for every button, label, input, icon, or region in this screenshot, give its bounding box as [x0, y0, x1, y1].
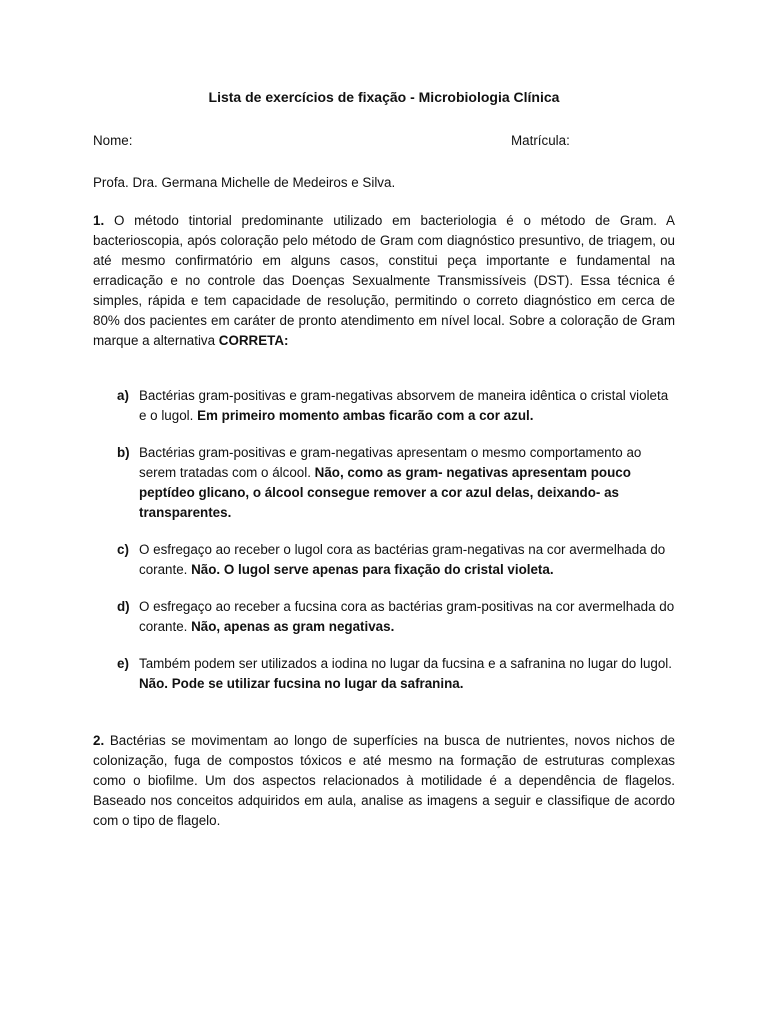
- option-text: Bactérias gram-positivas e gram-negativas absorvem de maneira idêntica o cristal violeta e o lugol.: [139, 388, 669, 423]
- option-answer: Não, apenas as gram negativas.: [191, 619, 395, 634]
- professor-name: Profa. Dra. Germana Michelle de Medeiros e Silva.: [93, 175, 396, 190]
- option-text: O esfregaço ao receber a fucsina cora as bactérias gram-positivas na cor avermelhada do corante.: [139, 599, 675, 634]
- option-letter: e): [117, 656, 129, 671]
- option-body: [139, 540, 679, 580]
- question-2-text: Bactérias se movimentam ao longo de superfícies na busca de nutrientes, novos nichos de colonização, fuga de compostos tóxicos e até mesmo na formação de estruturas complexas como o biofilme. Um dos aspectos relacionados à motilidade é a dependência de flagelos. Baseado nos conceitos adquiridos em aula, analise as imagens a seguir e classifique de acordo com o tipo de flagelo.: [93, 733, 675, 828]
- document-title: Lista de exercícios de fixação - Microbiologia Clínica: [208, 89, 560, 105]
- option-text: Bactérias gram-positivas e gram-negativas apresentam o mesmo comportamento ao serem tratadas com o álcool.: [139, 445, 642, 480]
- option-body: [139, 597, 679, 637]
- option-answer: Não. O lugol serve apenas para fixação do cristal violeta.: [191, 562, 554, 577]
- option-answer: Em primeiro momento ambas ficarão com a cor azul.: [197, 408, 534, 423]
- question-1: [93, 211, 675, 351]
- question-1-text: O método tintorial predominante utilizado em bacteriologia é o método de Gram. A bacterioscopia, após coloração pelo método de Gram com diagnóstico presuntivo, de triagem, ou até mesmo confirmatório em alguns casos, constitui peça importante e fundamental na erradicação e no controle das Doenças Sexualmente Transmissíveis (DST). Essa técnica é simples, rápida e tem capacidade de resolução, permitindo o correto diagnóstico em cerca de 80% dos pacientes em caráter de pronto atendimento em nível local. Sobre a coloração de Gram marque a alternativa: [93, 213, 675, 348]
- option-text: Também podem ser utilizados a iodina no lugar da fucsina e a safranina no lugar do lugol.: [139, 656, 672, 671]
- option-d: [117, 597, 679, 637]
- nome-label: Nome:: [93, 133, 133, 148]
- option-text: O esfregaço ao receber o lugol cora as bactérias gram-negativas na cor avermelhada do corante.: [139, 542, 666, 577]
- option-b: [117, 443, 679, 523]
- option-letter: a): [117, 388, 129, 403]
- question-1-emphasis: CORRETA:: [218, 333, 289, 348]
- option-body: [139, 386, 679, 426]
- question-2: [93, 731, 675, 831]
- option-body: [139, 654, 679, 694]
- matricula-label: Matrícula:: [511, 133, 570, 148]
- option-answer: Não. Pode se utilizar fucsina no lugar da safranina.: [139, 676, 464, 691]
- question-2-number: 2.: [93, 733, 105, 748]
- option-e: [117, 654, 679, 694]
- option-letter: c): [117, 542, 129, 557]
- option-c: [117, 540, 679, 580]
- option-answer: Não, como as gram- negativas apresentam pouco peptídeo glicano, o álcool consegue remover a cor azul delas, deixando- as transparentes.: [139, 465, 631, 520]
- option-body: [139, 443, 679, 523]
- option-letter: d): [117, 599, 130, 614]
- question-1-number: 1.: [93, 213, 105, 228]
- option-a: [117, 386, 679, 426]
- question-1-options: [117, 386, 679, 711]
- option-letter: b): [117, 445, 130, 460]
